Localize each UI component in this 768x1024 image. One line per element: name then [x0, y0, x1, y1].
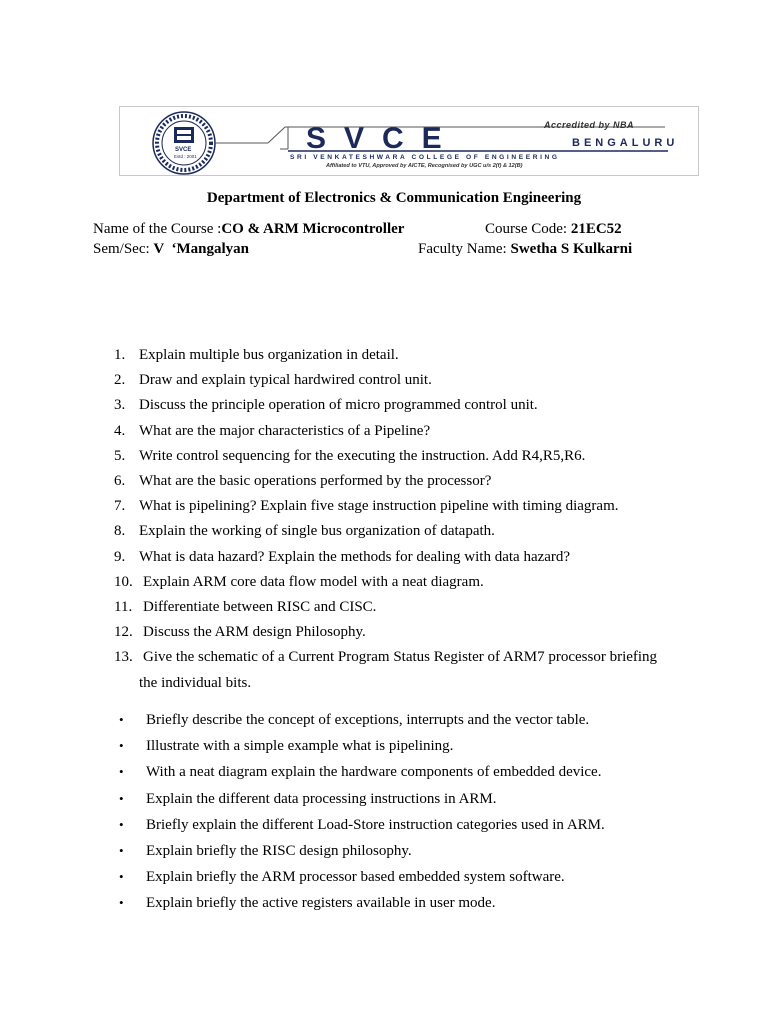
bullet-item	[119, 707, 719, 733]
question-item	[114, 393, 694, 418]
question-text: Discuss the ARM design Philosophy.	[143, 624, 366, 641]
question-item	[114, 444, 694, 469]
question-item	[114, 645, 694, 670]
bullet-item	[119, 838, 719, 864]
course-code	[485, 221, 622, 238]
course-name-value: CO & ARM Microcontroller	[221, 221, 405, 237]
sem-sec-label: Sem/Sec:	[93, 241, 154, 257]
emblem-label: SVCE	[175, 147, 192, 153]
question-text: Explain the working of single bus organization of datapath.	[139, 523, 495, 540]
college-logo-text: SVCE	[306, 122, 460, 155]
bullet-item	[119, 864, 719, 890]
college-full-name: SRI VENKATESHWARA COLLEGE OF ENGINEERING	[290, 154, 560, 161]
course-code-label: Course Code:	[485, 221, 571, 237]
course-name-label: Name of the Course :	[93, 221, 222, 237]
question-text: What are the major characteristics of a Pipeline?	[139, 422, 431, 439]
question-number: 4.	[114, 422, 126, 439]
question-item	[114, 494, 694, 519]
question-item	[114, 620, 694, 645]
question-text: Write control sequencing for the executing the instruction. Add R4,R5,R6.	[139, 447, 586, 464]
bullet-icon: •	[119, 738, 124, 754]
question-number: 9.	[114, 548, 126, 565]
bullet-text: Briefly describe the concept of exceptions, interrupts and the vector table.	[146, 712, 590, 728]
question-number: 11.	[114, 599, 133, 616]
question-item	[114, 545, 694, 570]
question-list	[114, 343, 694, 696]
question-item	[114, 570, 694, 595]
bullet-icon: •	[119, 895, 124, 911]
question-number: 2.	[114, 372, 126, 389]
question-number: 5.	[114, 447, 126, 464]
question-number: 3.	[114, 397, 126, 414]
question-text: Explain ARM core data flow model with a neat diagram.	[143, 573, 484, 590]
question-text: Give the schematic of a Current Program Status Register of ARM7 processor briefing	[143, 649, 658, 666]
bullet-icon: •	[119, 764, 124, 780]
bullet-icon: •	[119, 712, 124, 727]
college-city: BENGALURU	[572, 137, 679, 149]
bullet-text: With a neat diagram explain the hardware components of embedded device.	[146, 764, 602, 781]
question-item	[114, 469, 694, 494]
question-text: What is pipelining? Explain five stage instruction pipeline with timing diagram.	[139, 498, 619, 515]
bullet-text: Briefly explain the different Load-Store instruction categories used in ARM.	[146, 816, 605, 833]
college-affiliation: Affiliated to VTU, Approved by AICTE, Recognised by UGC u/s 2(f) & 12(B)	[326, 163, 523, 169]
sem-sec-value: V ‘Mangalyan	[153, 241, 249, 257]
question-number: 6.	[114, 473, 126, 490]
bullet-item	[119, 812, 719, 838]
question-number: 13.	[114, 649, 133, 666]
emblem-established: Estd : 2001	[174, 154, 197, 159]
question-text: Explain multiple bus organization in detail.	[139, 347, 399, 363]
question-text: Draw and explain typical hardwired control unit.	[139, 372, 432, 389]
bullet-icon: •	[119, 869, 124, 885]
accreditation-text: Accredited by NBA	[544, 120, 635, 130]
faculty-name-label: Faculty Name:	[418, 241, 511, 257]
sem-sec	[93, 241, 249, 258]
question-text: Differentiate between RISC and CISC.	[143, 599, 377, 616]
bullet-icon: •	[119, 790, 124, 806]
course-code-value: 21EC52	[570, 221, 622, 237]
course-name	[93, 221, 404, 238]
bullet-text: Illustrate with a simple example what is pipelining.	[146, 738, 454, 755]
question-item	[114, 519, 694, 544]
faculty-name	[418, 241, 632, 258]
bullet-text: Explain the different data processing instructions in ARM.	[146, 790, 497, 807]
question-number: 12.	[114, 624, 133, 641]
bullet-text: Explain briefly the ARM processor based embedded system software.	[146, 869, 565, 886]
question-number: 10.	[114, 573, 133, 590]
college-banner	[119, 106, 699, 176]
department-title: Department of Electronics & Communication Engineering	[206, 190, 582, 206]
faculty-name-value: Swetha S Kulkarni	[510, 241, 633, 257]
question-number: 1.	[114, 347, 126, 363]
bullet-icon: •	[119, 843, 124, 859]
bullet-list	[119, 707, 719, 917]
bullet-text: Explain briefly the RISC design philosophy.	[146, 843, 412, 860]
question-text: What is data hazard? Explain the methods for dealing with data hazard?	[139, 548, 571, 565]
question-number: 7.	[114, 498, 126, 515]
bullet-item	[119, 786, 719, 812]
question-continuation: the individual bits.	[139, 674, 252, 691]
question-item	[114, 368, 694, 393]
question-text: Discuss the principle operation of micro programmed control unit.	[139, 397, 538, 414]
question-number: 8.	[114, 523, 126, 540]
bullet-item	[119, 759, 719, 785]
question-item	[114, 595, 694, 620]
question-item	[114, 343, 694, 368]
question-text: What are the basic operations performed by the processor?	[139, 473, 492, 490]
bullet-text: Explain briefly the active registers available in user mode.	[146, 895, 496, 912]
bullet-icon: •	[119, 816, 124, 832]
question-item	[114, 419, 694, 444]
bullet-item	[119, 733, 719, 759]
college-emblem-icon	[153, 112, 215, 174]
bullet-item	[119, 890, 719, 916]
